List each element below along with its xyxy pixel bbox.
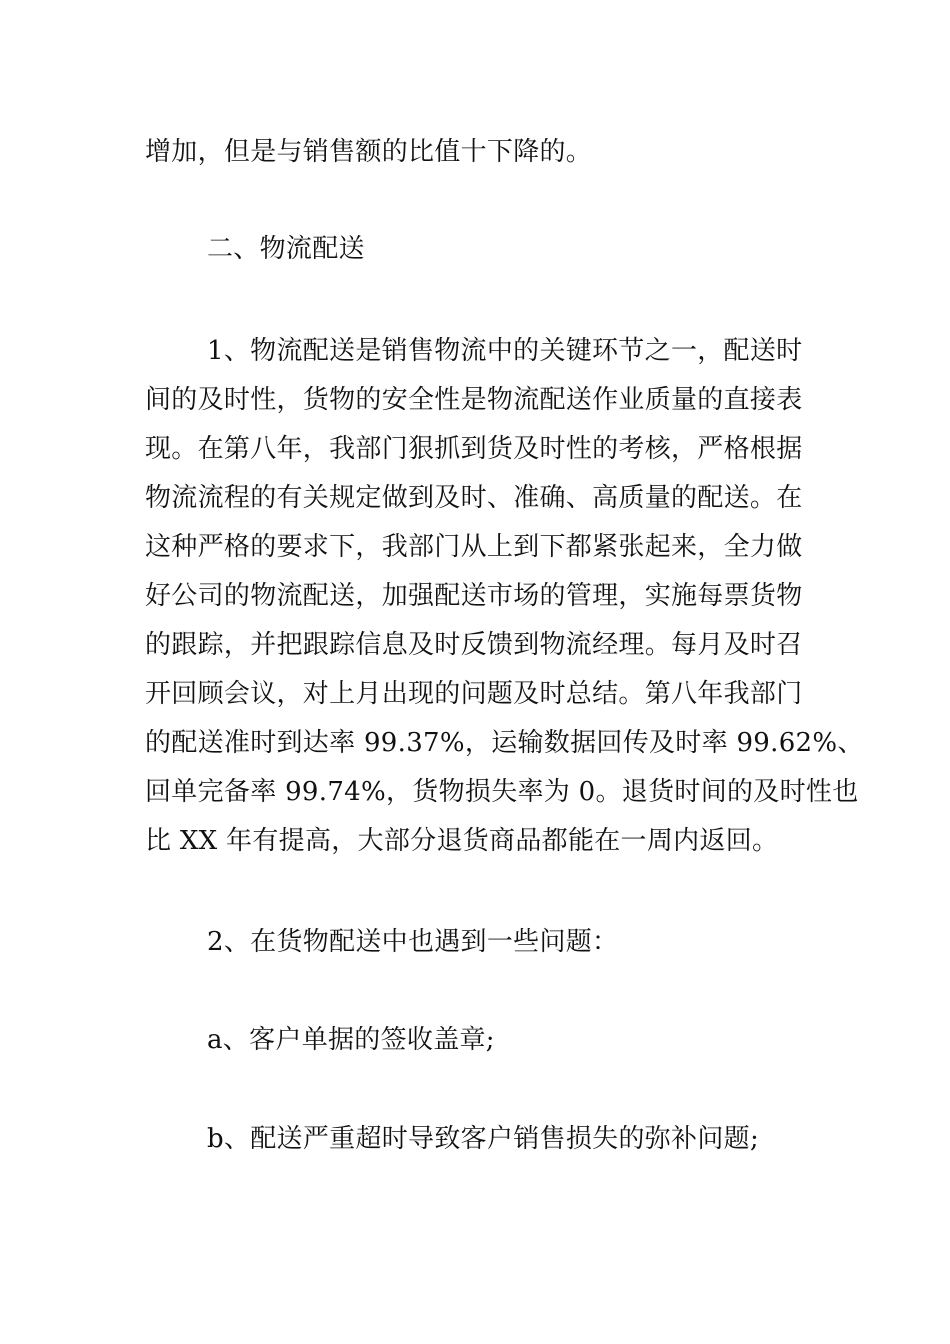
continuation-text: 增加，但是与销售额的比值十下降的。	[145, 137, 593, 167]
paragraph-line: 开回顾会议，对上月出现的问题及时总结。第八年我部门	[145, 679, 803, 709]
paragraph-line: 好公司的物流配送，加强配送市场的管理，实施每票货物	[145, 581, 803, 611]
section-heading: 二、物流配送	[207, 234, 365, 264]
paragraph-line: 的跟踪，并把跟踪信息及时反馈到物流经理。每月及时召	[145, 630, 803, 660]
list-item-a: a、客户单据的签收盖章;	[207, 1025, 495, 1055]
paragraph-line: 间的及时性，货物的安全性是物流配送作业质量的直接表	[145, 385, 803, 415]
paragraph-line: 物流流程的有关规定做到及时、准确、高质量的配送。在	[145, 483, 803, 513]
paragraph-line: 现。在第八年，我部门狠抓到货及时性的考核，严格根据	[145, 434, 803, 464]
paragraph-line: 回单完备率 99.74%，货物损失率为 0。退货时间的及时性也	[145, 777, 859, 807]
paragraph-line: 这种严格的要求下，我部门从上到下都紧张起来，全力做	[145, 532, 803, 562]
paragraph-line: 比 XX 年有提高，大部分退货商品都能在一周内返回。	[145, 826, 779, 856]
paragraph-line: 的配送准时到达率 99.37%，运输数据回传及时率 99.62%、	[145, 728, 864, 758]
paragraph-line: 1、物流配送是销售物流中的关键环节之一，配送时	[207, 336, 803, 366]
list-item-b: b、配送严重超时导致客户销售损失的弥补问题;	[207, 1124, 760, 1154]
paragraph-2: 2、在货物配送中也遇到一些问题：	[207, 927, 619, 957]
